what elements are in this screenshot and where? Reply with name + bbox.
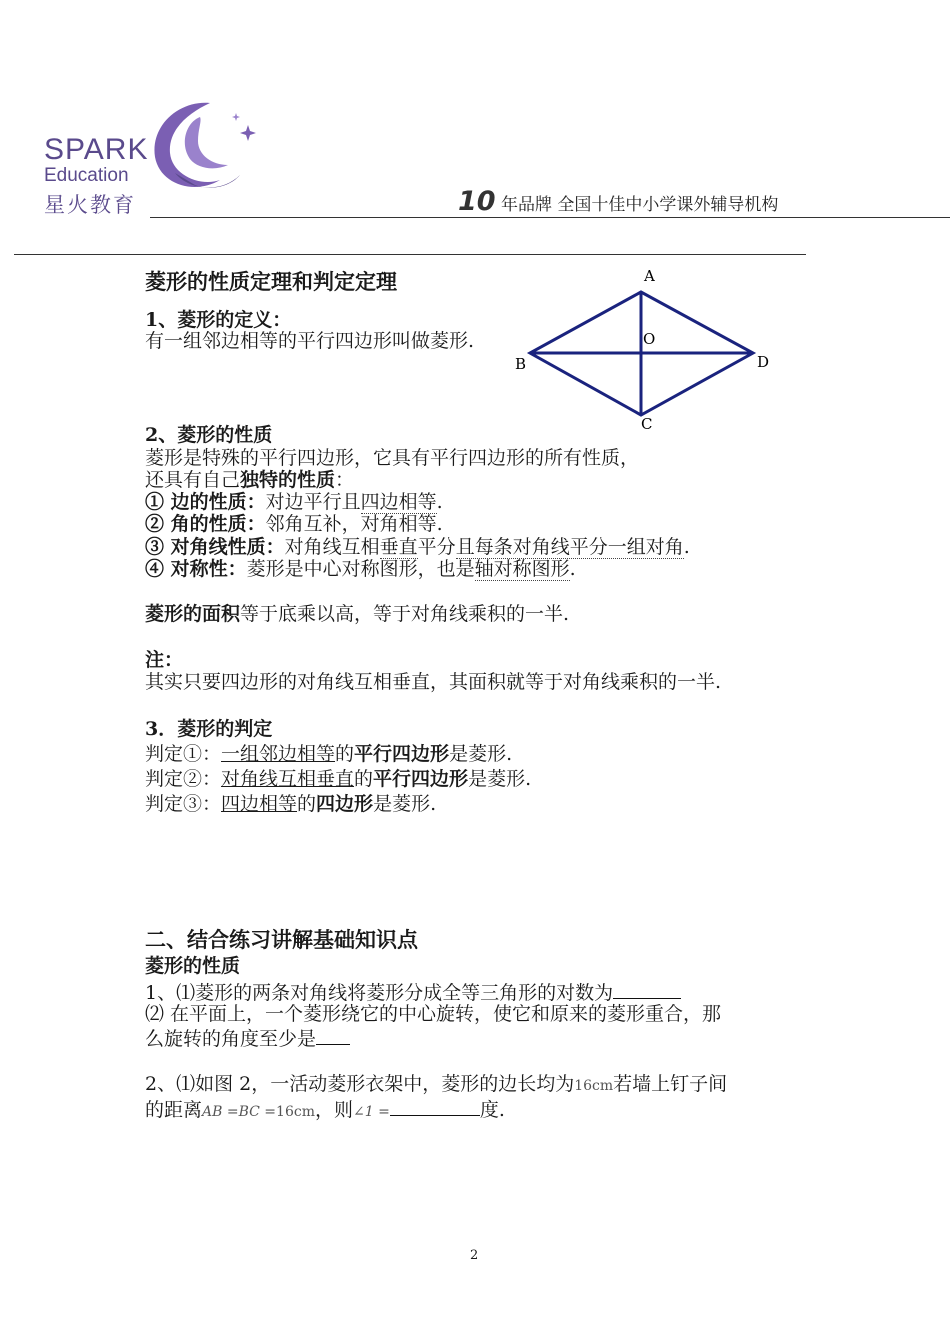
answer-blank-2[interactable] <box>316 1026 350 1045</box>
spark-logo-mark <box>140 95 260 200</box>
properties-line2: 还具有自己独特的性质： <box>145 469 355 491</box>
header-tagline <box>458 186 778 217</box>
page-number: 2 <box>470 1248 479 1263</box>
tagline-number: 10 <box>458 186 496 217</box>
property-diagonals: ③ 对角线性质：对角线互相垂直平分且每条对角线平分一组对角. <box>145 536 690 558</box>
rhombus-diagram <box>505 265 785 435</box>
criterion-3: 判定③：四边相等的四边形是菱形. <box>145 793 437 815</box>
answer-blank-1[interactable] <box>613 980 681 999</box>
label-d: D <box>757 353 770 371</box>
note-text: 其实只要四边形的对角线互相垂直，其面积就等于对角线乘积的一半. <box>145 671 722 693</box>
label-b: B <box>515 355 527 373</box>
question-2b: 的距离AB =BC =16cm，则∠1 = 度. <box>145 1099 505 1121</box>
question-2a: 2、⑴如图 2，一活动菱形衣架中，菱形的边长均为16cm若墙上钉子间 <box>145 1073 728 1095</box>
content-rule <box>14 254 806 255</box>
properties-heading: 2、菱形的性质 <box>145 424 273 446</box>
definition-heading: 1、菱形的定义： <box>145 309 292 331</box>
property-symmetry: ④ 对称性：菱形是中心对称图形，也是轴对称图形. <box>145 558 576 580</box>
label-c: C <box>641 415 653 433</box>
criterion-1: 判定①：一组邻边相等的平行四边形是菱形. <box>145 743 513 765</box>
header-rule <box>150 217 950 218</box>
question-1c: 么旋转的角度至少是 <box>145 1026 350 1051</box>
part2-subheading: 菱形的性质 <box>145 955 241 977</box>
answer-blank-3[interactable] <box>390 1097 480 1116</box>
property-sides: ① 边的性质：对边平行且四边相等. <box>145 491 443 513</box>
logo-spark-text: SPARK <box>44 133 149 166</box>
note-heading: 注： <box>145 649 184 671</box>
page-title: 菱形的性质定理和判定定理 <box>145 269 397 294</box>
question-1a: 1、⑴菱形的两条对角线将菱形分成全等三角形的对数为 <box>145 980 681 1005</box>
criteria-heading: 3．菱形的判定 <box>145 718 273 740</box>
area-text: 菱形的面积等于底乘以高，等于对角线乘积的一半. <box>145 603 570 625</box>
properties-line1: 菱形是特殊的平行四边形，它具有平行四边形的所有性质， <box>145 447 640 469</box>
tagline-text: 年品牌 全国十佳中小学课外辅导机构 <box>500 195 779 215</box>
definition-text: 有一组邻边相等的平行四边形叫做菱形. <box>145 330 475 352</box>
criterion-2: 判定②：对角线互相垂直的平行四边形是菱形. <box>145 768 532 790</box>
property-angles: ② 角的性质：邻角互补，对角相等. <box>145 513 443 535</box>
logo-education-text: Education <box>44 165 129 186</box>
part2-heading: 二、结合练习讲解基础知识点 <box>145 927 418 952</box>
question-1b: ⑵ 在平面上，一个菱形绕它的中心旋转，使它和原来的菱形重合，那 <box>145 1003 722 1025</box>
label-a: A <box>644 267 655 285</box>
label-o: O <box>643 330 656 348</box>
logo-chinese-text: 星火教育 <box>44 193 136 217</box>
